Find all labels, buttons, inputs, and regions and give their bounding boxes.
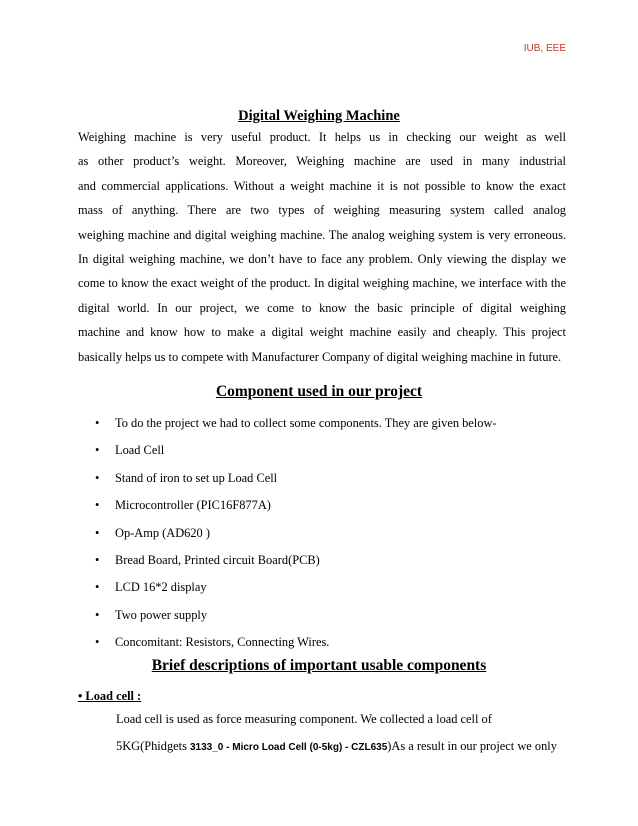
intro-line: basically helps us to compete with Manufacturer Company of digital weighing machine in future. — [78, 349, 562, 364]
intro-line: machine and know how to make a digital weight machine easily and cheaply. This project — [78, 325, 566, 340]
page-header-tag: IUB, EEE — [523, 43, 566, 54]
load-cell-description-line — [116, 739, 557, 754]
component-list-item: • Load Cell — [95, 441, 497, 468]
component-list-item: • Stand of iron to set up Load Cell — [95, 469, 497, 496]
component-list-item: • Concomitant: Resistors, Connecting Wires. — [95, 633, 497, 660]
intro-line: as other product’s weight. Moreover, Weighing machine are used in many industrial — [78, 154, 566, 169]
intro-line: and commercial applications. Without a weight machine it is not possible to know the exact — [78, 178, 566, 193]
load-cell-text: )As a result in our project we only — [387, 739, 557, 753]
document-title: Digital Weighing Machine — [238, 108, 400, 124]
component-list-item: • Two power supply — [95, 606, 497, 633]
load-cell-model: 3133_0 - Micro Load Cell (0-5kg) - CZL635 — [190, 742, 388, 753]
descriptions-heading: Brief descriptions of important usable components — [151, 657, 487, 674]
intro-line: weighing machine and digital weighing machine. The analog weighing system is very erroneous. — [78, 227, 566, 242]
component-list-item: • Microcontroller (PIC16F877A) — [95, 496, 497, 523]
component-list-item: • Bread Board, Printed circuit Board(PCB) — [95, 551, 497, 578]
components-heading: Component used in our project — [215, 383, 423, 400]
component-list — [95, 414, 497, 661]
load-cell-heading: • Load cell : — [78, 689, 142, 703]
load-cell-description-line: Load cell is used as force measuring component. We collected a load cell of — [116, 712, 492, 726]
intro-line: come to know the exact weight of the product. In digital weighing machine, we interface with the — [78, 276, 566, 291]
intro-line: In digital weighing machine, we don’t have to face any problem. Only viewing the display we — [78, 252, 566, 266]
intro-line: mass of anything. There are two types of weighing measuring system called analog — [78, 203, 566, 218]
component-list-item: • To do the project we had to collect some components. They are given below- — [95, 414, 497, 441]
intro-line: digital world. In our project, we come to know the basic principle of digital weighing — [78, 300, 566, 315]
component-list-item: • Op-Amp (AD620 ) — [95, 524, 497, 551]
intro-line: Weighing machine is very useful product. It helps us in checking our weight as well — [78, 130, 566, 144]
component-list-item: • LCD 16*2 display — [95, 578, 497, 605]
load-cell-text: 5KG(Phidgets — [116, 739, 190, 753]
